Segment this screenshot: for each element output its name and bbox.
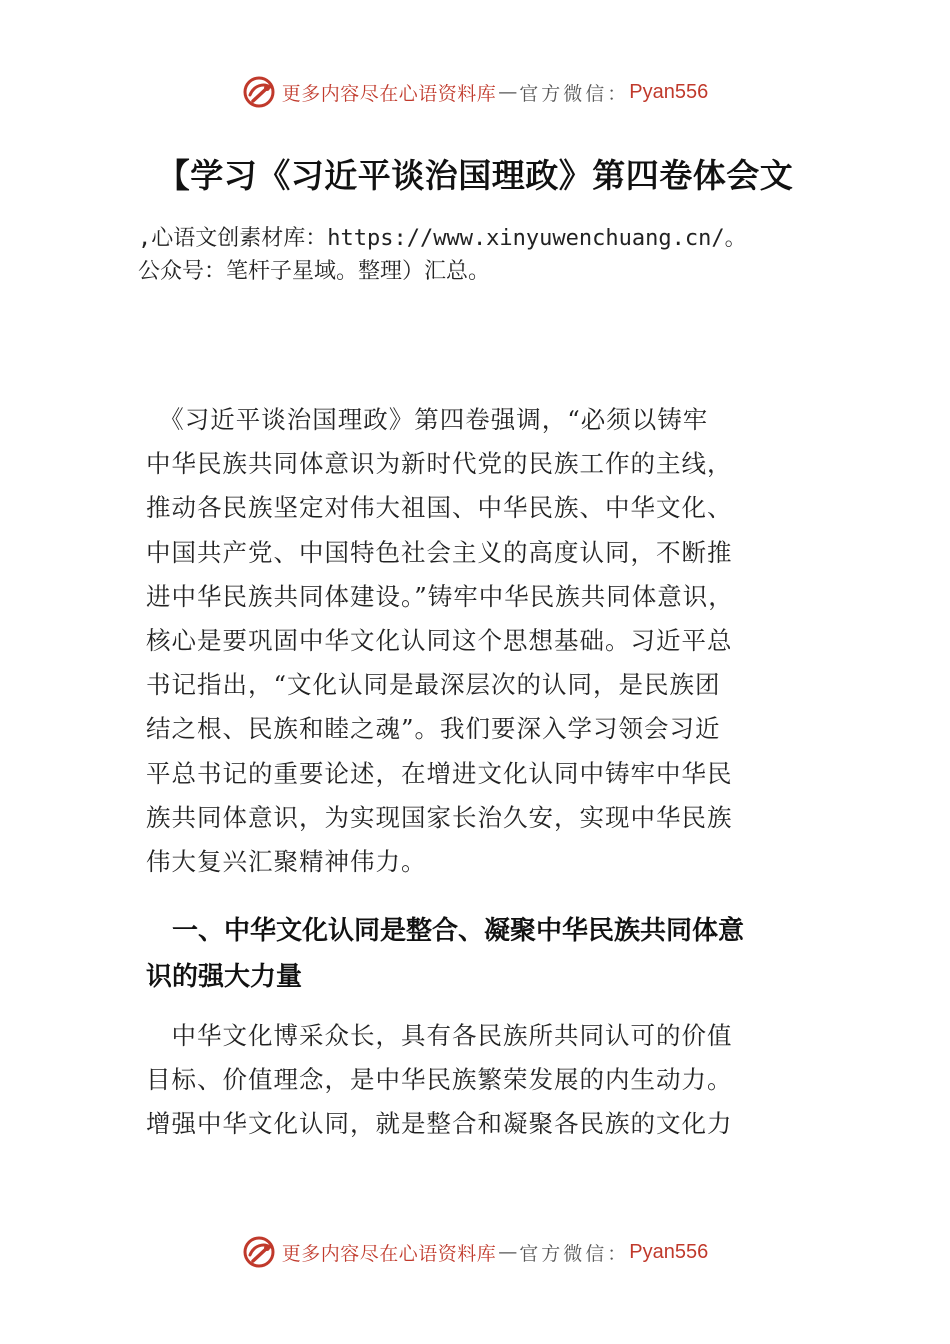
source-line: ,心语文创素材库：https://www.xinyuwenchuang.cn/。 <box>138 226 747 251</box>
text-line: 推动各民族坚定对伟大祖国、中华民族、中华文化、 <box>146 493 733 523</box>
banner-wechat-id: Pyan556 <box>629 1240 709 1263</box>
text-line: 《习近平谈治国理政》第四卷强调，“必须以铸牢 <box>146 405 709 434</box>
text-line: 中华文化博采众长，具有各民族所共同认可的价值 <box>146 1021 733 1050</box>
banner-slogan: 更多内容尽在心语资料库 <box>281 82 497 105</box>
banner-wechat-label: 官方微信： <box>519 1242 630 1265</box>
text-line: 平总书记的重要论述，在增进文化认同中铸牢中华民 <box>146 758 733 788</box>
text-line: 进中华民族共同体建设。”铸牢中华民族共同体意识， <box>146 581 734 611</box>
text-line: 结之根、民族和睦之魂”。我们要深入学习领会习近 <box>146 714 721 744</box>
text-line: 中国共产党、中国特色社会主义的高度认同，不断推 <box>146 537 733 567</box>
document-title: 【学习《习近平谈治国理政》第四卷体会文 <box>156 156 794 195</box>
body-paragraph-1 <box>146 398 816 884</box>
banner-dash: — <box>498 81 518 103</box>
body-paragraph-2 <box>146 1014 816 1147</box>
banner-slogan: 更多内容尽在心语资料库 <box>281 1242 497 1265</box>
banner-wechat-label: 官方微信： <box>519 82 630 105</box>
text-line: 伟大复兴汇聚精神伟力。 <box>146 847 427 877</box>
red-circle-logo-icon <box>242 1235 276 1269</box>
footer-banner <box>0 1232 950 1272</box>
text-line: 核心是要巩固中华文化认同这个思想基础。习近平总 <box>146 626 733 656</box>
source-note <box>138 222 938 288</box>
banner-dash: — <box>498 1241 518 1263</box>
header-banner <box>0 72 950 112</box>
text-line: 增强中华文化认同，就是整合和凝聚各民族的文化力 <box>146 1109 733 1139</box>
heading-line: 一、中华文化认同是整合、凝聚中华民族共同体意 <box>146 916 745 946</box>
section-heading-1 <box>146 908 826 1000</box>
text-line: 族共同体意识，为实现国家长治久安，实现中华民族 <box>146 802 733 832</box>
heading-line: 识的强大力量 <box>146 962 303 992</box>
red-circle-logo-icon <box>242 75 276 109</box>
banner-wechat-id: Pyan556 <box>629 80 709 103</box>
text-line: 书记指出，“文化认同是最深层次的认同，是民族团 <box>146 670 721 700</box>
source-line: 公众号：笔杆子星域。整理）汇总。 <box>138 259 491 284</box>
text-line: 中华民族共同体意识为新时代党的民族工作的主线， <box>146 449 733 479</box>
text-line: 目标、价值理念，是中华民族繁荣发展的内生动力。 <box>146 1065 733 1095</box>
